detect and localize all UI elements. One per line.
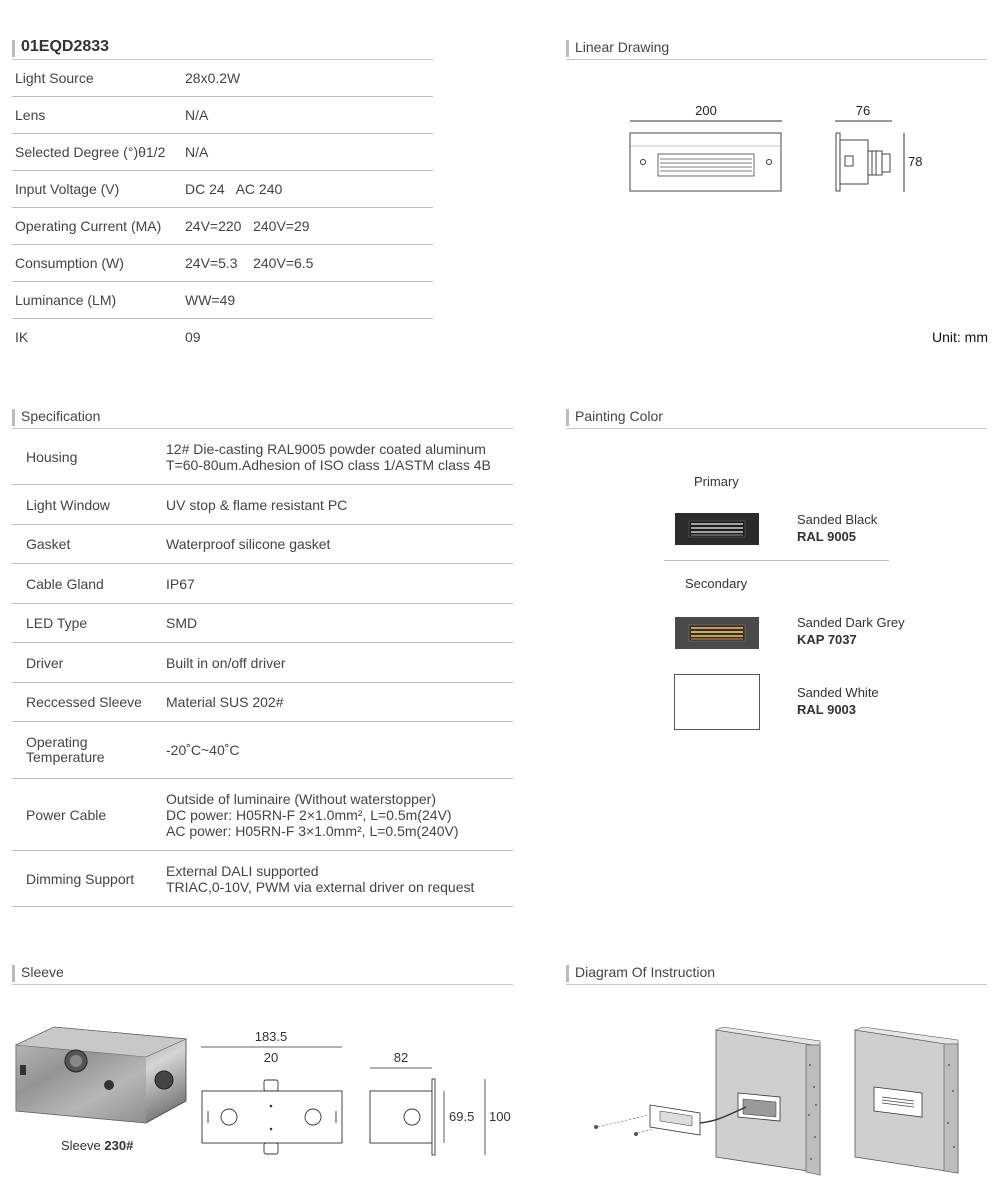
specification-value (166, 615, 197, 631)
spec-value: N/A (185, 107, 209, 123)
specification-row (12, 485, 513, 525)
sleeve-caption-model: 230# (104, 1138, 134, 1153)
spec-label: Input Voltage (V) (15, 181, 120, 197)
spec-row (12, 171, 433, 208)
specification-value (166, 441, 491, 473)
specification-value (166, 863, 474, 895)
sleeve-title: Sleeve (21, 964, 64, 980)
installation-diagram (588, 1025, 968, 1180)
specification-title: Specification (21, 408, 101, 424)
spec-value: 24V=5.3 240V=6.5 (185, 255, 314, 271)
specification-value (166, 576, 195, 592)
side-view (836, 133, 890, 191)
specification-value-line: Waterproof silicone gasket (166, 536, 331, 552)
sleeve-caption-prefix: Sleeve (61, 1138, 105, 1153)
specification-row (12, 525, 513, 564)
specification-row (12, 643, 513, 683)
spec-label: Consumption (W) (15, 255, 124, 271)
instruction-title: Diagram Of Instruction (575, 964, 716, 980)
depth-dimension-label: 76 (855, 103, 871, 118)
sleeve-drawing (196, 1025, 526, 1160)
wall-with-sleeve (716, 1027, 820, 1175)
linear-drawing-header (566, 39, 987, 60)
specification-label: Dimming Support (26, 870, 135, 887)
specification-label: Reccessed Sleeve (26, 694, 142, 710)
color-3-label (797, 684, 879, 718)
specification-row (12, 564, 513, 604)
spec-label: Light Source (15, 70, 94, 86)
width-dimension-label: 200 (695, 103, 717, 118)
specification-label: Light Window (26, 496, 111, 513)
spec-row (12, 208, 433, 245)
secondary-label: Secondary (685, 576, 748, 591)
specification-value (166, 694, 284, 710)
color-3-code: RAL 9003 (797, 702, 857, 717)
spec-label: Luminance (LM) (15, 292, 117, 308)
sleeve-header (12, 964, 513, 985)
specification-value-line: TRIAC,0-10V, PWM via external driver on request (166, 878, 475, 895)
linear-drawing-title: Linear Drawing (575, 39, 670, 55)
specification-value-line: AC power: H05RN-F 3×1.0mm², L=0.5m(240V) (166, 822, 459, 839)
specification-label: Gasket (26, 536, 71, 552)
header-accent-bar (12, 965, 15, 982)
specification-label: Driver (26, 654, 64, 671)
spec-value: 24V=220 240V=29 (185, 218, 310, 234)
specification-value-line: Built in on/off driver (166, 654, 286, 671)
sleeve-front-view (202, 1080, 342, 1154)
sleeve-depth-dim: 82 (393, 1050, 409, 1065)
model-header (12, 39, 433, 60)
specification-value-line: SMD (166, 615, 198, 631)
specification-label: Power Cable (26, 806, 107, 823)
primary-divider (664, 560, 889, 561)
header-accent-bar (12, 40, 15, 57)
spec-row (12, 319, 433, 355)
specification-value (166, 536, 330, 552)
sanded-black-swatch (675, 513, 759, 545)
specification-row (12, 851, 513, 907)
sanded-white-swatch (674, 674, 760, 730)
specification-value (166, 791, 459, 839)
specification-value-line: Outside of luminaire (Without waterstopper) (166, 790, 436, 807)
specification-label: Cable Gland (26, 575, 104, 592)
color-3-name: Sanded White (797, 685, 879, 700)
spec-value: 09 (185, 329, 201, 345)
wall-finished (855, 1027, 958, 1173)
specification-value (166, 655, 286, 671)
sleeve-inner-height-dim: 69.5 (449, 1109, 475, 1124)
specification-value (166, 497, 347, 513)
sleeve-overall-dim: 183.5 (254, 1029, 288, 1044)
header-accent-bar (566, 409, 569, 426)
specification-value-line: 12# Die-casting RAL9005 powder coated aluminum (166, 441, 486, 457)
sanded-dark-grey-swatch (675, 617, 759, 649)
color-1-code: RAL 9005 (797, 529, 857, 544)
spec-row (12, 282, 433, 319)
header-accent-bar (566, 40, 569, 57)
painting-color-header (566, 408, 987, 429)
spec-row (12, 97, 433, 134)
color-2-code: KAP 7037 (797, 632, 857, 647)
spec-label: Lens (15, 107, 46, 123)
spec-row (12, 245, 433, 282)
spec-value: DC 24 AC 240 (185, 181, 283, 197)
specification-value-line: External DALI supported (166, 862, 319, 879)
sleeve-hole-dim: 20 (263, 1050, 279, 1065)
specification-label: LED Type (26, 615, 88, 631)
header-accent-bar (12, 409, 15, 426)
specification-row (12, 779, 513, 851)
sleeve-outer-height-dim: 100 (489, 1109, 511, 1124)
specification-value-line: T=60-80um.Adhesion of ISO class 1/ASTM class 4B (166, 457, 491, 473)
spec-row (12, 134, 433, 171)
instruction-header (566, 964, 987, 985)
linear-drawing-figure (620, 96, 930, 206)
specification-row (12, 604, 513, 643)
spec-value: 28x0.2W (185, 70, 241, 86)
specification-value-line: DC power: H05RN-F 2×1.0mm², L=0.5m(24V) (166, 806, 452, 823)
sleeve-caption (61, 1138, 133, 1153)
specification-label: Operating Temperature (26, 734, 105, 765)
painting-color-title: Painting Color (575, 408, 663, 424)
specification-value-line: UV stop & flame resistant PC (166, 496, 348, 513)
specification-table (12, 430, 513, 907)
specification-value (166, 742, 240, 758)
spec-value: N/A (185, 144, 209, 160)
primary-label: Primary (694, 474, 739, 489)
color-1-name: Sanded Black (797, 512, 878, 527)
sleeve-photo (14, 1025, 188, 1125)
spec-label: Operating Current (MA) (15, 218, 162, 234)
product-spec-table (12, 60, 433, 355)
height-dimension-label: 78 (908, 154, 923, 169)
spec-label: Selected Degree (°)θ1/2 (15, 144, 166, 160)
specification-label: Housing (26, 449, 78, 465)
color-2-name: Sanded Dark Grey (797, 615, 905, 630)
model-title: 01EQD2833 (21, 38, 110, 55)
header-accent-bar (566, 965, 569, 982)
spec-value: WW=49 (185, 292, 236, 308)
specification-row (12, 683, 513, 722)
color-2-label (797, 614, 905, 648)
specification-value-line: -20˚C~40˚C (166, 742, 240, 758)
color-1-label (797, 511, 877, 545)
specification-value-line: Material SUS 202# (166, 694, 284, 710)
spec-row (12, 60, 433, 97)
specification-header (12, 408, 513, 429)
specification-row (12, 430, 513, 485)
specification-row (12, 722, 513, 779)
specification-value-line: IP67 (166, 575, 195, 592)
sleeve-side-view (370, 1079, 435, 1155)
spec-label: IK (15, 329, 29, 345)
unit-label: Unit: mm (932, 329, 988, 345)
